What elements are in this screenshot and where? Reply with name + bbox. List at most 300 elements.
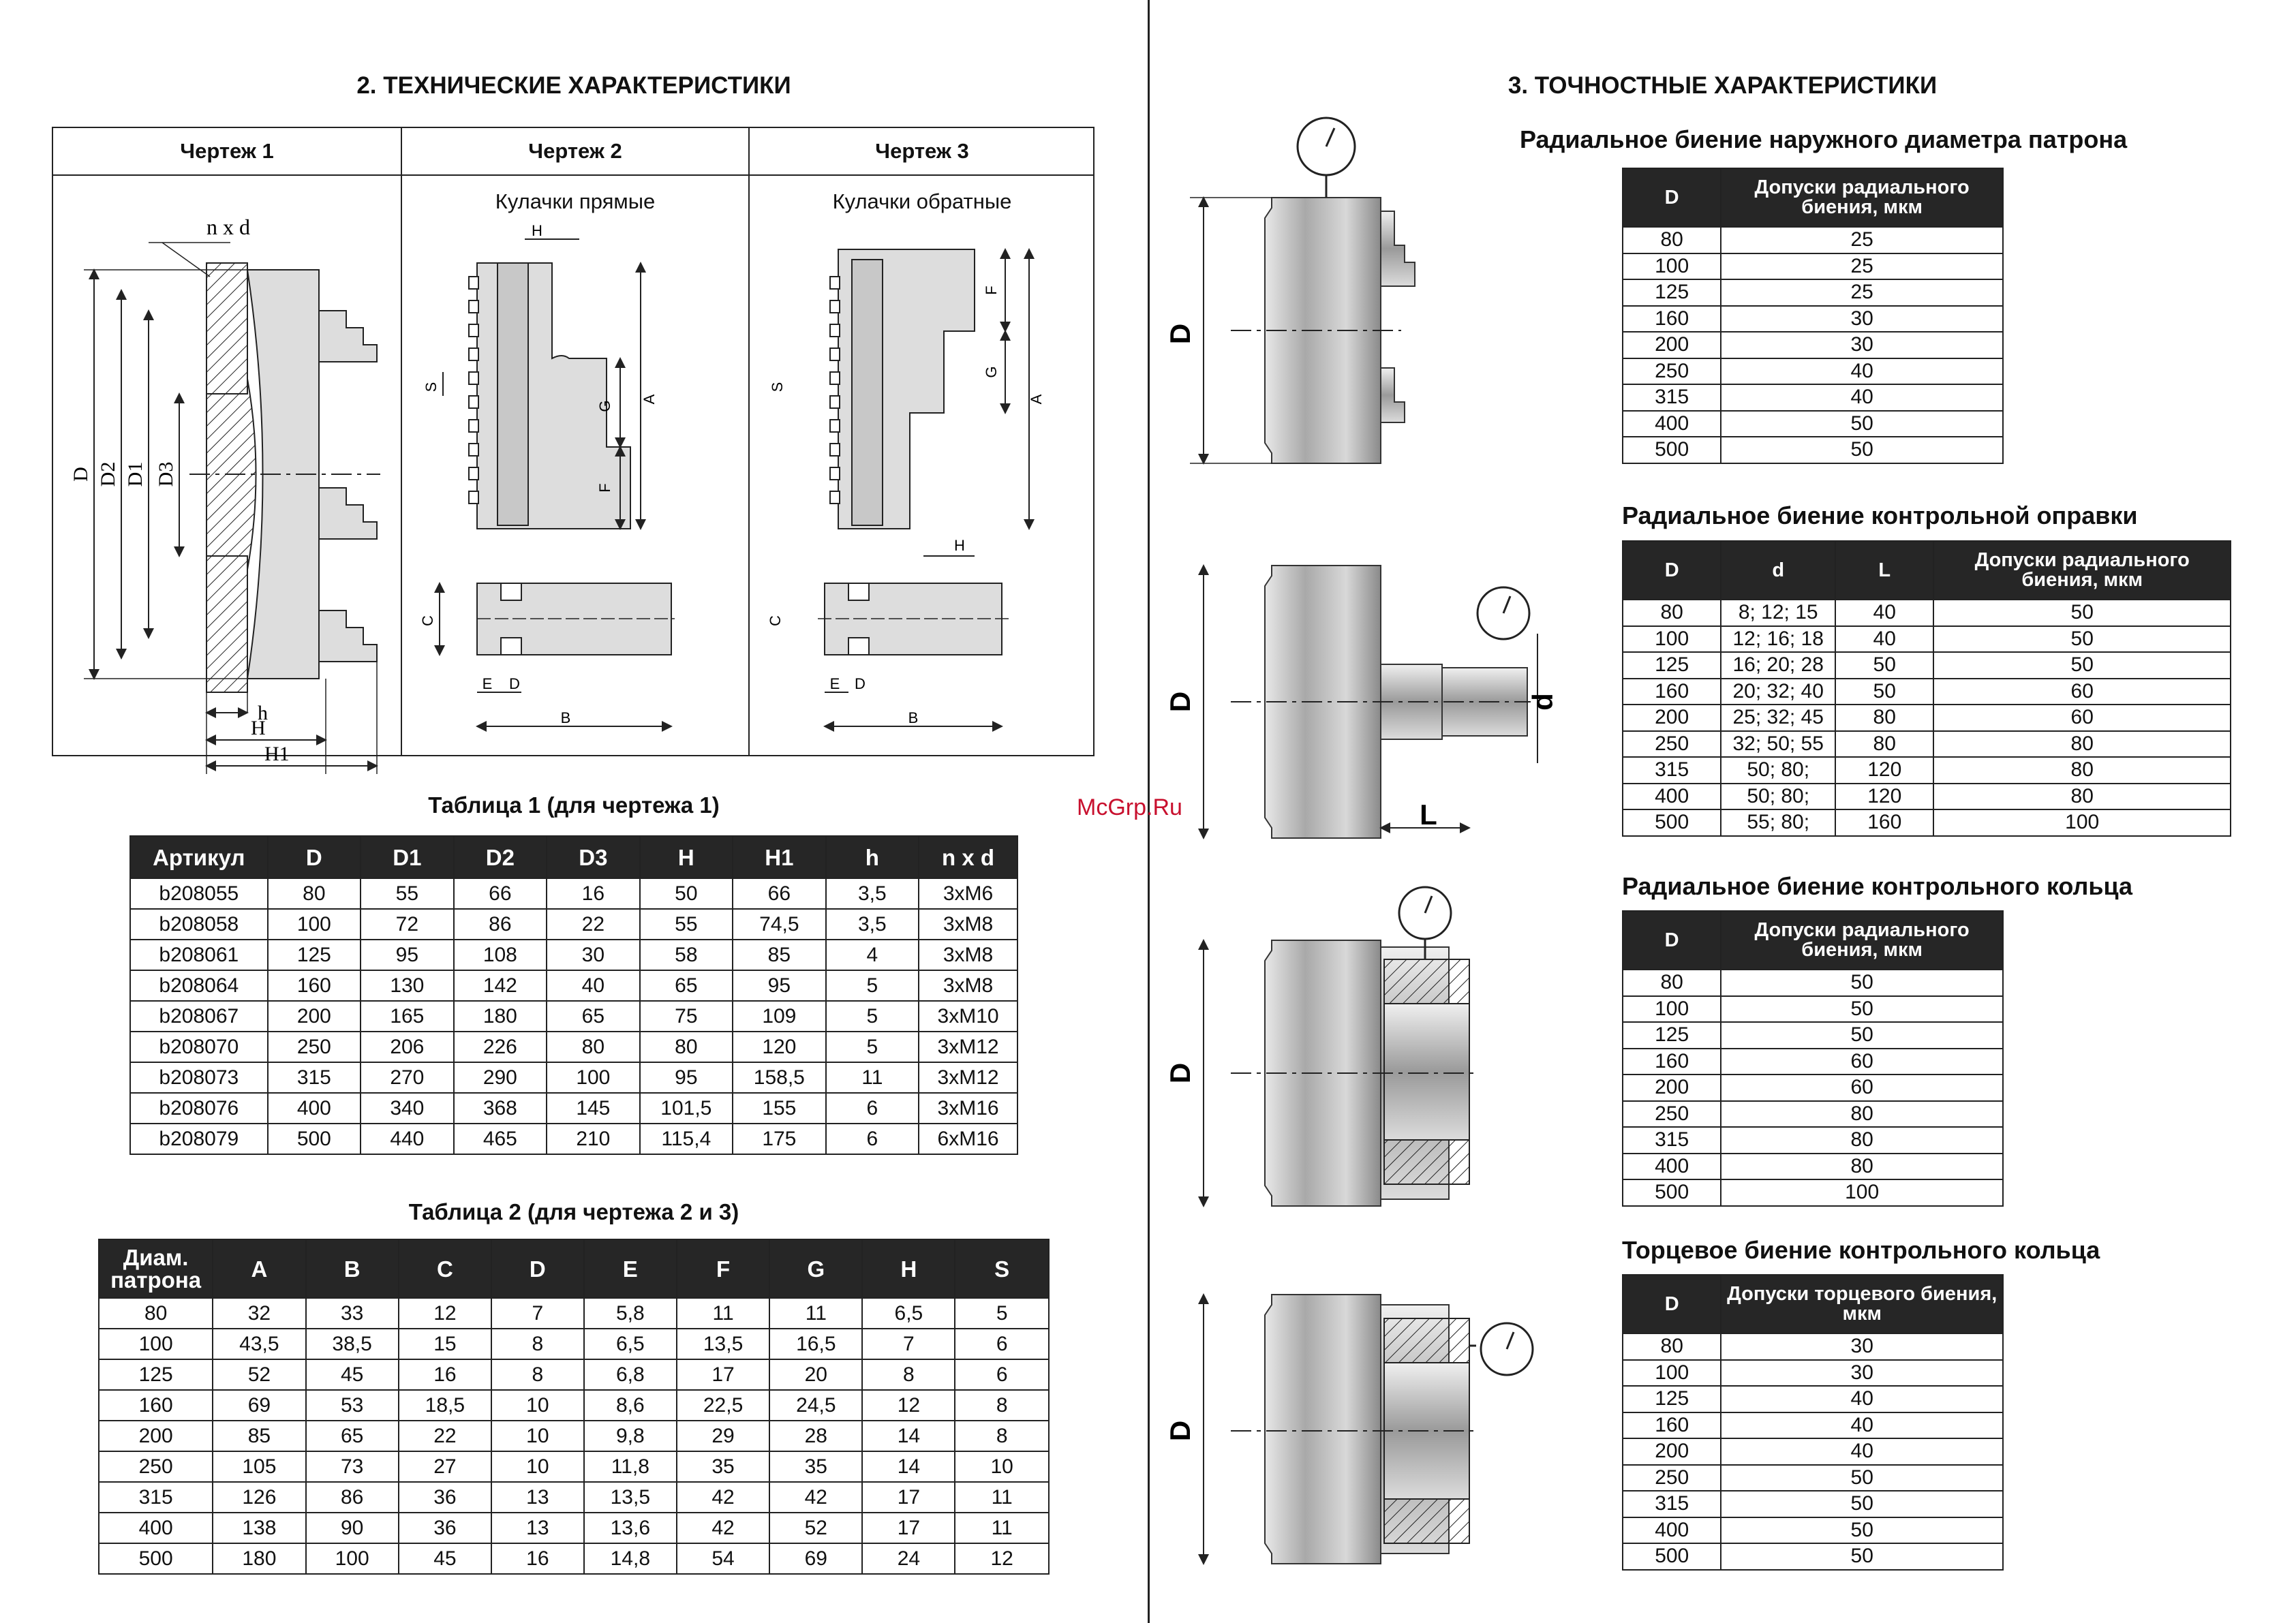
- table-cell: 160: [1835, 809, 1933, 836]
- table-cell: 42: [677, 1482, 769, 1513]
- runout-diagram-mandrel: [1164, 559, 1559, 845]
- table-cell: 100: [99, 1329, 213, 1359]
- table-header-cell: E: [584, 1239, 677, 1298]
- table-cell: 3,5: [826, 878, 919, 909]
- table-header-cell: C: [399, 1239, 491, 1298]
- table-cell: 60: [1721, 1075, 2003, 1101]
- table-cell: 100: [1933, 809, 2231, 836]
- runout-table-ring-radial: [1622, 910, 2004, 1207]
- table-row: [1623, 996, 2003, 1023]
- table-header-cell: Допуски радиального биения, мкм: [1721, 911, 2003, 970]
- table-header-cell: n x d: [919, 836, 1017, 878]
- table-cell: 315: [268, 1062, 361, 1093]
- table-cell: 80: [99, 1298, 213, 1329]
- table-cell: 86: [454, 909, 547, 940]
- table-cell: 50: [1933, 626, 2231, 653]
- table-cell: 120: [1835, 784, 1933, 810]
- table-cell: 3хМ8: [919, 970, 1017, 1001]
- diag3-label-D: D: [1164, 1062, 1196, 1084]
- table-cell: 17: [862, 1482, 955, 1513]
- table-cell: 40: [1835, 626, 1933, 653]
- table-cell: 125: [99, 1359, 213, 1390]
- table-cell: b208058: [130, 909, 268, 940]
- table-cell: 210: [547, 1124, 640, 1154]
- table-cell: 50: [1721, 1543, 2003, 1570]
- table-row: [1623, 626, 2231, 653]
- right-page: [1149, 0, 2296, 1623]
- table-cell: 80: [640, 1032, 733, 1062]
- table-cell: 40: [1721, 1386, 2003, 1412]
- table-cell: 3хМ16: [919, 1093, 1017, 1124]
- table1: [129, 835, 1018, 1155]
- d1-label-H: H: [251, 717, 266, 739]
- table-cell: 100: [1623, 626, 1721, 653]
- table-row: [1623, 1179, 2003, 1206]
- table-cell: 315: [1623, 384, 1721, 411]
- table-header-cell: H: [862, 1239, 955, 1298]
- table-cell: 50: [1721, 1517, 2003, 1544]
- table-cell: 145: [547, 1093, 640, 1124]
- drawing2-header: Чертеж 2: [528, 139, 622, 163]
- table-cell: 250: [1623, 1465, 1721, 1491]
- diag1-label-D: D: [1164, 323, 1196, 345]
- drawing1-chuck-section: [53, 174, 401, 765]
- table-cell: 42: [769, 1482, 862, 1513]
- table-cell: 32; 50; 55: [1721, 731, 1835, 758]
- table-header-cell: L: [1835, 541, 1933, 600]
- table-cell: 3хМ6: [919, 878, 1017, 909]
- table-cell: 175: [733, 1124, 826, 1154]
- table-cell: 50: [1835, 652, 1933, 679]
- table-cell: 50: [1721, 970, 2003, 996]
- table-header-cell: D: [1623, 911, 1721, 970]
- table-cell: 30: [1721, 1360, 2003, 1387]
- table-cell: 125: [1623, 652, 1721, 679]
- table-cell: 109: [733, 1001, 826, 1032]
- table-cell: 3хМ12: [919, 1032, 1017, 1062]
- table-cell: 36: [399, 1513, 491, 1543]
- table-cell: 4: [826, 940, 919, 970]
- drawing2-straight-jaw: [402, 174, 748, 756]
- table-cell: 500: [1623, 809, 1721, 836]
- table-cell: 400: [99, 1513, 213, 1543]
- table-header-cell: h: [826, 836, 919, 878]
- block2-title: Радиальное биение контрольной оправки: [1622, 501, 2138, 529]
- table-row: [1623, 253, 2003, 280]
- table-cell: 40: [1721, 384, 2003, 411]
- table-cell: 120: [733, 1032, 826, 1062]
- table-cell: 22,5: [677, 1390, 769, 1421]
- table-cell: 20: [769, 1359, 862, 1390]
- block4-title: Торцевое биение контрольного кольца: [1622, 1236, 2100, 1264]
- table-cell: 18,5: [399, 1390, 491, 1421]
- table-cell: 45: [306, 1359, 399, 1390]
- table-cell: 33: [306, 1298, 399, 1329]
- table-cell: 80: [1721, 1127, 2003, 1154]
- table-row: [1623, 227, 2003, 253]
- table-cell: 50: [1933, 652, 2231, 679]
- table-cell: 125: [1623, 1386, 1721, 1412]
- table-cell: 400: [1623, 1517, 1721, 1544]
- dial-indicator-icon: [1476, 1318, 1537, 1380]
- table-row: [1623, 784, 2231, 810]
- table-cell: 11: [769, 1298, 862, 1329]
- table-cell: 53: [306, 1390, 399, 1421]
- table-cell: 165: [361, 1001, 454, 1032]
- table-cell: 5: [955, 1298, 1049, 1329]
- table-cell: 43,5: [213, 1329, 305, 1359]
- table-cell: 16: [547, 878, 640, 909]
- table-cell: 500: [99, 1543, 213, 1574]
- table-cell: 160: [99, 1390, 213, 1421]
- table-cell: 200: [1623, 705, 1721, 731]
- table-row: [1623, 757, 2231, 784]
- table-cell: 95: [733, 970, 826, 1001]
- table-cell: 28: [769, 1421, 862, 1451]
- table-cell: 80: [1721, 1154, 2003, 1180]
- table-cell: b208076: [130, 1093, 268, 1124]
- table-cell: 160: [1623, 1049, 1721, 1075]
- table-cell: 11: [955, 1482, 1049, 1513]
- d2-label-F: F: [596, 483, 613, 493]
- table-row: [130, 1093, 1017, 1124]
- table-row: [1623, 358, 2003, 385]
- drawing1-header: Чертеж 1: [180, 139, 274, 163]
- drawing2-subtitle: Кулачки прямые: [495, 189, 656, 213]
- d3-label-G: G: [983, 366, 1000, 378]
- d3-label-S: S: [769, 382, 786, 392]
- table-cell: b208079: [130, 1124, 268, 1154]
- table-header-cell: D3: [547, 836, 640, 878]
- table-row: [1623, 1333, 2003, 1360]
- table-cell: 17: [677, 1359, 769, 1390]
- table-cell: 11,8: [584, 1451, 677, 1482]
- d1-label-D3: D3: [155, 461, 177, 487]
- table-cell: b208064: [130, 970, 268, 1001]
- table-cell: 66: [733, 878, 826, 909]
- table-cell: 368: [454, 1093, 547, 1124]
- table-cell: 13,5: [677, 1329, 769, 1359]
- table-cell: 250: [1623, 731, 1721, 758]
- table-cell: 120: [1835, 757, 1933, 784]
- table-cell: 30: [1721, 1333, 2003, 1360]
- table-cell: 6: [955, 1359, 1049, 1390]
- runout-table-mandrel: [1622, 540, 2231, 837]
- table-cell: 73: [306, 1451, 399, 1482]
- table-cell: 22: [547, 909, 640, 940]
- table-cell: 40: [547, 970, 640, 1001]
- table-cell: 250: [1623, 1101, 1721, 1128]
- table-cell: 155: [733, 1093, 826, 1124]
- table-cell: 200: [1623, 332, 1721, 358]
- table-cell: 12; 16; 18: [1721, 626, 1835, 653]
- table-cell: 125: [1623, 1022, 1721, 1049]
- table-header-cell: H1: [733, 836, 826, 878]
- table-cell: 126: [213, 1482, 305, 1513]
- table-cell: 85: [213, 1421, 305, 1451]
- d3-label-C: C: [767, 615, 784, 626]
- table-cell: 100: [547, 1062, 640, 1093]
- runout-diagram-ring-radial: [1164, 879, 1463, 1220]
- table-cell: 80: [1933, 757, 2231, 784]
- table-cell: 58: [640, 940, 733, 970]
- table-cell: 200: [1623, 1075, 1721, 1101]
- table-cell: 16,5: [769, 1329, 862, 1359]
- table-row: [1623, 1412, 2003, 1439]
- table-cell: 8: [955, 1421, 1049, 1451]
- table-row: [1623, 411, 2003, 437]
- section-title-accuracy: 3. ТОЧНОСТНЫЕ ХАРАКТЕРИСТИКИ: [1507, 72, 1938, 99]
- table-cell: 69: [769, 1543, 862, 1574]
- table-cell: 8: [491, 1329, 584, 1359]
- diag4-label-D: D: [1164, 1420, 1196, 1442]
- table-row: [1623, 731, 2231, 758]
- table-cell: 180: [213, 1543, 305, 1574]
- table-cell: 35: [769, 1451, 862, 1482]
- table-header-cell: Диам. патрона: [99, 1239, 213, 1298]
- table-cell: 3,5: [826, 909, 919, 940]
- table-cell: 440: [361, 1124, 454, 1154]
- table-cell: 50: [640, 878, 733, 909]
- table-row: [1623, 437, 2003, 463]
- table2-title: Таблица 2 (для чертежа 2 и 3): [408, 1199, 739, 1224]
- table-cell: 100: [1623, 996, 1721, 1023]
- table-cell: 8,6: [584, 1390, 677, 1421]
- table-row: [99, 1329, 1049, 1359]
- table-row: [1623, 652, 2231, 679]
- table-row: [1623, 332, 2003, 358]
- table-cell: b208070: [130, 1032, 268, 1062]
- table-row: [1623, 1491, 2003, 1517]
- table-cell: 500: [1623, 437, 1721, 463]
- table-row: [130, 1124, 1017, 1154]
- runout-table-outer: [1622, 168, 2004, 464]
- table-cell: 3хМ10: [919, 1001, 1017, 1032]
- table-header-cell: D1: [361, 836, 454, 878]
- d3-label-A: A: [1028, 394, 1045, 405]
- table-row: [1623, 600, 2231, 626]
- table-cell: 80: [1835, 705, 1933, 731]
- table-row: [1623, 1075, 2003, 1101]
- table-cell: 6: [955, 1329, 1049, 1359]
- runout-diagram-outer: [1164, 109, 1463, 477]
- table-cell: 80: [1623, 600, 1721, 626]
- table-cell: 3хМ12: [919, 1062, 1017, 1093]
- table-cell: 13,6: [584, 1513, 677, 1543]
- table-row: [1623, 1386, 2003, 1412]
- table-cell: 12: [955, 1543, 1049, 1574]
- table-cell: 20; 32; 40: [1721, 679, 1835, 705]
- table-cell: 40: [1721, 358, 2003, 385]
- table-header-cell: G: [769, 1239, 862, 1298]
- drawing3-subtitle: Кулачки обратные: [832, 189, 1012, 213]
- table-cell: 12: [862, 1390, 955, 1421]
- table-cell: 50: [1721, 1491, 2003, 1517]
- table-cell: 80: [1623, 1333, 1721, 1360]
- table-cell: 160: [268, 970, 361, 1001]
- table-row: [99, 1390, 1049, 1421]
- table-cell: 500: [1623, 1179, 1721, 1206]
- table-cell: 50: [1721, 1022, 2003, 1049]
- table-row: [130, 1001, 1017, 1032]
- d3-label-E: E: [829, 675, 840, 692]
- table-cell: 8: [491, 1359, 584, 1390]
- table-cell: 12: [399, 1298, 491, 1329]
- table-cell: 465: [454, 1124, 547, 1154]
- table-cell: 270: [361, 1062, 454, 1093]
- table-cell: 200: [1623, 1438, 1721, 1465]
- d2-label-B: B: [560, 709, 571, 726]
- table-cell: 11: [955, 1513, 1049, 1543]
- table-header-cell: B: [306, 1239, 399, 1298]
- table-cell: 9,8: [584, 1421, 677, 1451]
- table-cell: 50: [1835, 679, 1933, 705]
- table-header-cell: A: [213, 1239, 305, 1298]
- d1-label-nxd: n x d: [206, 215, 250, 239]
- table-cell: 315: [99, 1482, 213, 1513]
- table-cell: 6,5: [584, 1329, 677, 1359]
- table-row: [1623, 1465, 2003, 1491]
- d2-label-G: G: [596, 400, 613, 412]
- table-row: [130, 940, 1017, 970]
- table-row: [130, 970, 1017, 1001]
- block1-title: Радиальное биение наружного диаметра патрона: [1520, 125, 2128, 153]
- d3-label-H: H: [954, 537, 965, 554]
- table-cell: 40: [1835, 600, 1933, 626]
- table-cell: 69: [213, 1390, 305, 1421]
- table-cell: 27: [399, 1451, 491, 1482]
- table-cell: 10: [491, 1390, 584, 1421]
- table-header-cell: H: [640, 836, 733, 878]
- table-cell: 60: [1933, 679, 2231, 705]
- d3-label-F: F: [983, 285, 1000, 295]
- table-cell: 7: [491, 1298, 584, 1329]
- table-cell: 65: [640, 970, 733, 1001]
- table-cell: 11: [826, 1062, 919, 1093]
- table-cell: 80: [547, 1032, 640, 1062]
- table-cell: 50: [1721, 437, 2003, 463]
- table-cell: 10: [491, 1451, 584, 1482]
- table-cell: 38,5: [306, 1329, 399, 1359]
- table-cell: 25: [1721, 227, 2003, 253]
- table-cell: 16; 20; 28: [1721, 652, 1835, 679]
- table-row: [1623, 1438, 2003, 1465]
- d1-label-H1: H1: [264, 743, 290, 765]
- d3-label-D: D: [855, 675, 866, 692]
- table-header-cell: Допуски радиального биения, мкм: [1721, 168, 2003, 227]
- table-cell: 226: [454, 1032, 547, 1062]
- table-cell: 65: [306, 1421, 399, 1451]
- table-cell: 115,4: [640, 1124, 733, 1154]
- table-row: [1623, 306, 2003, 333]
- table-cell: 160: [1623, 1412, 1721, 1439]
- table-cell: 50: [1721, 1465, 2003, 1491]
- table-cell: b208067: [130, 1001, 268, 1032]
- table-cell: 11: [677, 1298, 769, 1329]
- runout-diagram-ring-axial: [1164, 1288, 1490, 1574]
- table-cell: 30: [1721, 332, 2003, 358]
- table-cell: 5: [826, 1032, 919, 1062]
- table-cell: 25: [1721, 253, 2003, 280]
- table-cell: 7: [862, 1329, 955, 1359]
- table-cell: 6,5: [862, 1298, 955, 1329]
- watermark: McGrp.Ru: [1077, 794, 1182, 820]
- table-cell: 5,8: [584, 1298, 677, 1329]
- table-cell: 5: [826, 970, 919, 1001]
- table-cell: 10: [491, 1421, 584, 1451]
- table-cell: 80: [1623, 970, 1721, 996]
- drawings-frame: [52, 127, 1095, 765]
- table-cell: 32: [213, 1298, 305, 1329]
- runout-table-ring-axial: [1622, 1274, 2004, 1571]
- drawing3-reverse-jaw: [750, 174, 1095, 756]
- d2-label-H: H: [532, 222, 542, 239]
- table-cell: 100: [1721, 1179, 2003, 1206]
- table-row: [99, 1543, 1049, 1574]
- section-title-technical: 2. ТЕХНИЧЕСКИЕ ХАРАКТЕРИСТИКИ: [356, 72, 791, 99]
- table-cell: b208061: [130, 940, 268, 970]
- table-cell: 10: [955, 1451, 1049, 1482]
- table-cell: 160: [1623, 679, 1721, 705]
- table-header-cell: F: [677, 1239, 769, 1298]
- d1-label-D: D: [70, 467, 92, 482]
- table-cell: 45: [399, 1543, 491, 1574]
- table-cell: 315: [1623, 757, 1721, 784]
- table-cell: 400: [268, 1093, 361, 1124]
- table-header-cell: D: [268, 836, 361, 878]
- table-cell: 80: [1933, 731, 2231, 758]
- table-cell: 158,5: [733, 1062, 826, 1093]
- table-cell: 36: [399, 1482, 491, 1513]
- table-cell: 24: [862, 1543, 955, 1574]
- table-cell: 206: [361, 1032, 454, 1062]
- table-cell: 14: [862, 1421, 955, 1451]
- table-cell: 100: [306, 1543, 399, 1574]
- d2-label-S: S: [423, 382, 440, 392]
- table-cell: 52: [213, 1359, 305, 1390]
- table-cell: 80: [1835, 731, 1933, 758]
- table-cell: 6хМ16: [919, 1124, 1017, 1154]
- table-cell: 8: [955, 1390, 1049, 1421]
- table-cell: 15: [399, 1329, 491, 1359]
- table-cell: 6: [826, 1124, 919, 1154]
- table-cell: 500: [268, 1124, 361, 1154]
- table-header-cell: S: [955, 1239, 1049, 1298]
- table-cell: 30: [1721, 306, 2003, 333]
- table-cell: 22: [399, 1421, 491, 1451]
- table-header-cell: D: [1623, 1275, 1721, 1333]
- table-cell: 25; 32; 45: [1721, 705, 1835, 731]
- table-cell: 500: [1623, 1543, 1721, 1570]
- table-cell: 250: [1623, 358, 1721, 385]
- table-row: [99, 1298, 1049, 1329]
- table2: [98, 1239, 1050, 1575]
- table-row: [130, 909, 1017, 940]
- d1-label-D1: D1: [124, 461, 147, 487]
- table-cell: 13,5: [584, 1482, 677, 1513]
- table-cell: 17: [862, 1513, 955, 1543]
- table-cell: 3хМ8: [919, 940, 1017, 970]
- table-cell: 50: [1721, 411, 2003, 437]
- table-cell: 200: [268, 1001, 361, 1032]
- table-cell: 90: [306, 1513, 399, 1543]
- table-header-cell: D2: [454, 836, 547, 878]
- table-cell: 30: [547, 940, 640, 970]
- diag2-label-D: D: [1164, 691, 1196, 713]
- table-cell: 75: [640, 1001, 733, 1032]
- table-cell: 74,5: [733, 909, 826, 940]
- table-cell: 55: [361, 878, 454, 909]
